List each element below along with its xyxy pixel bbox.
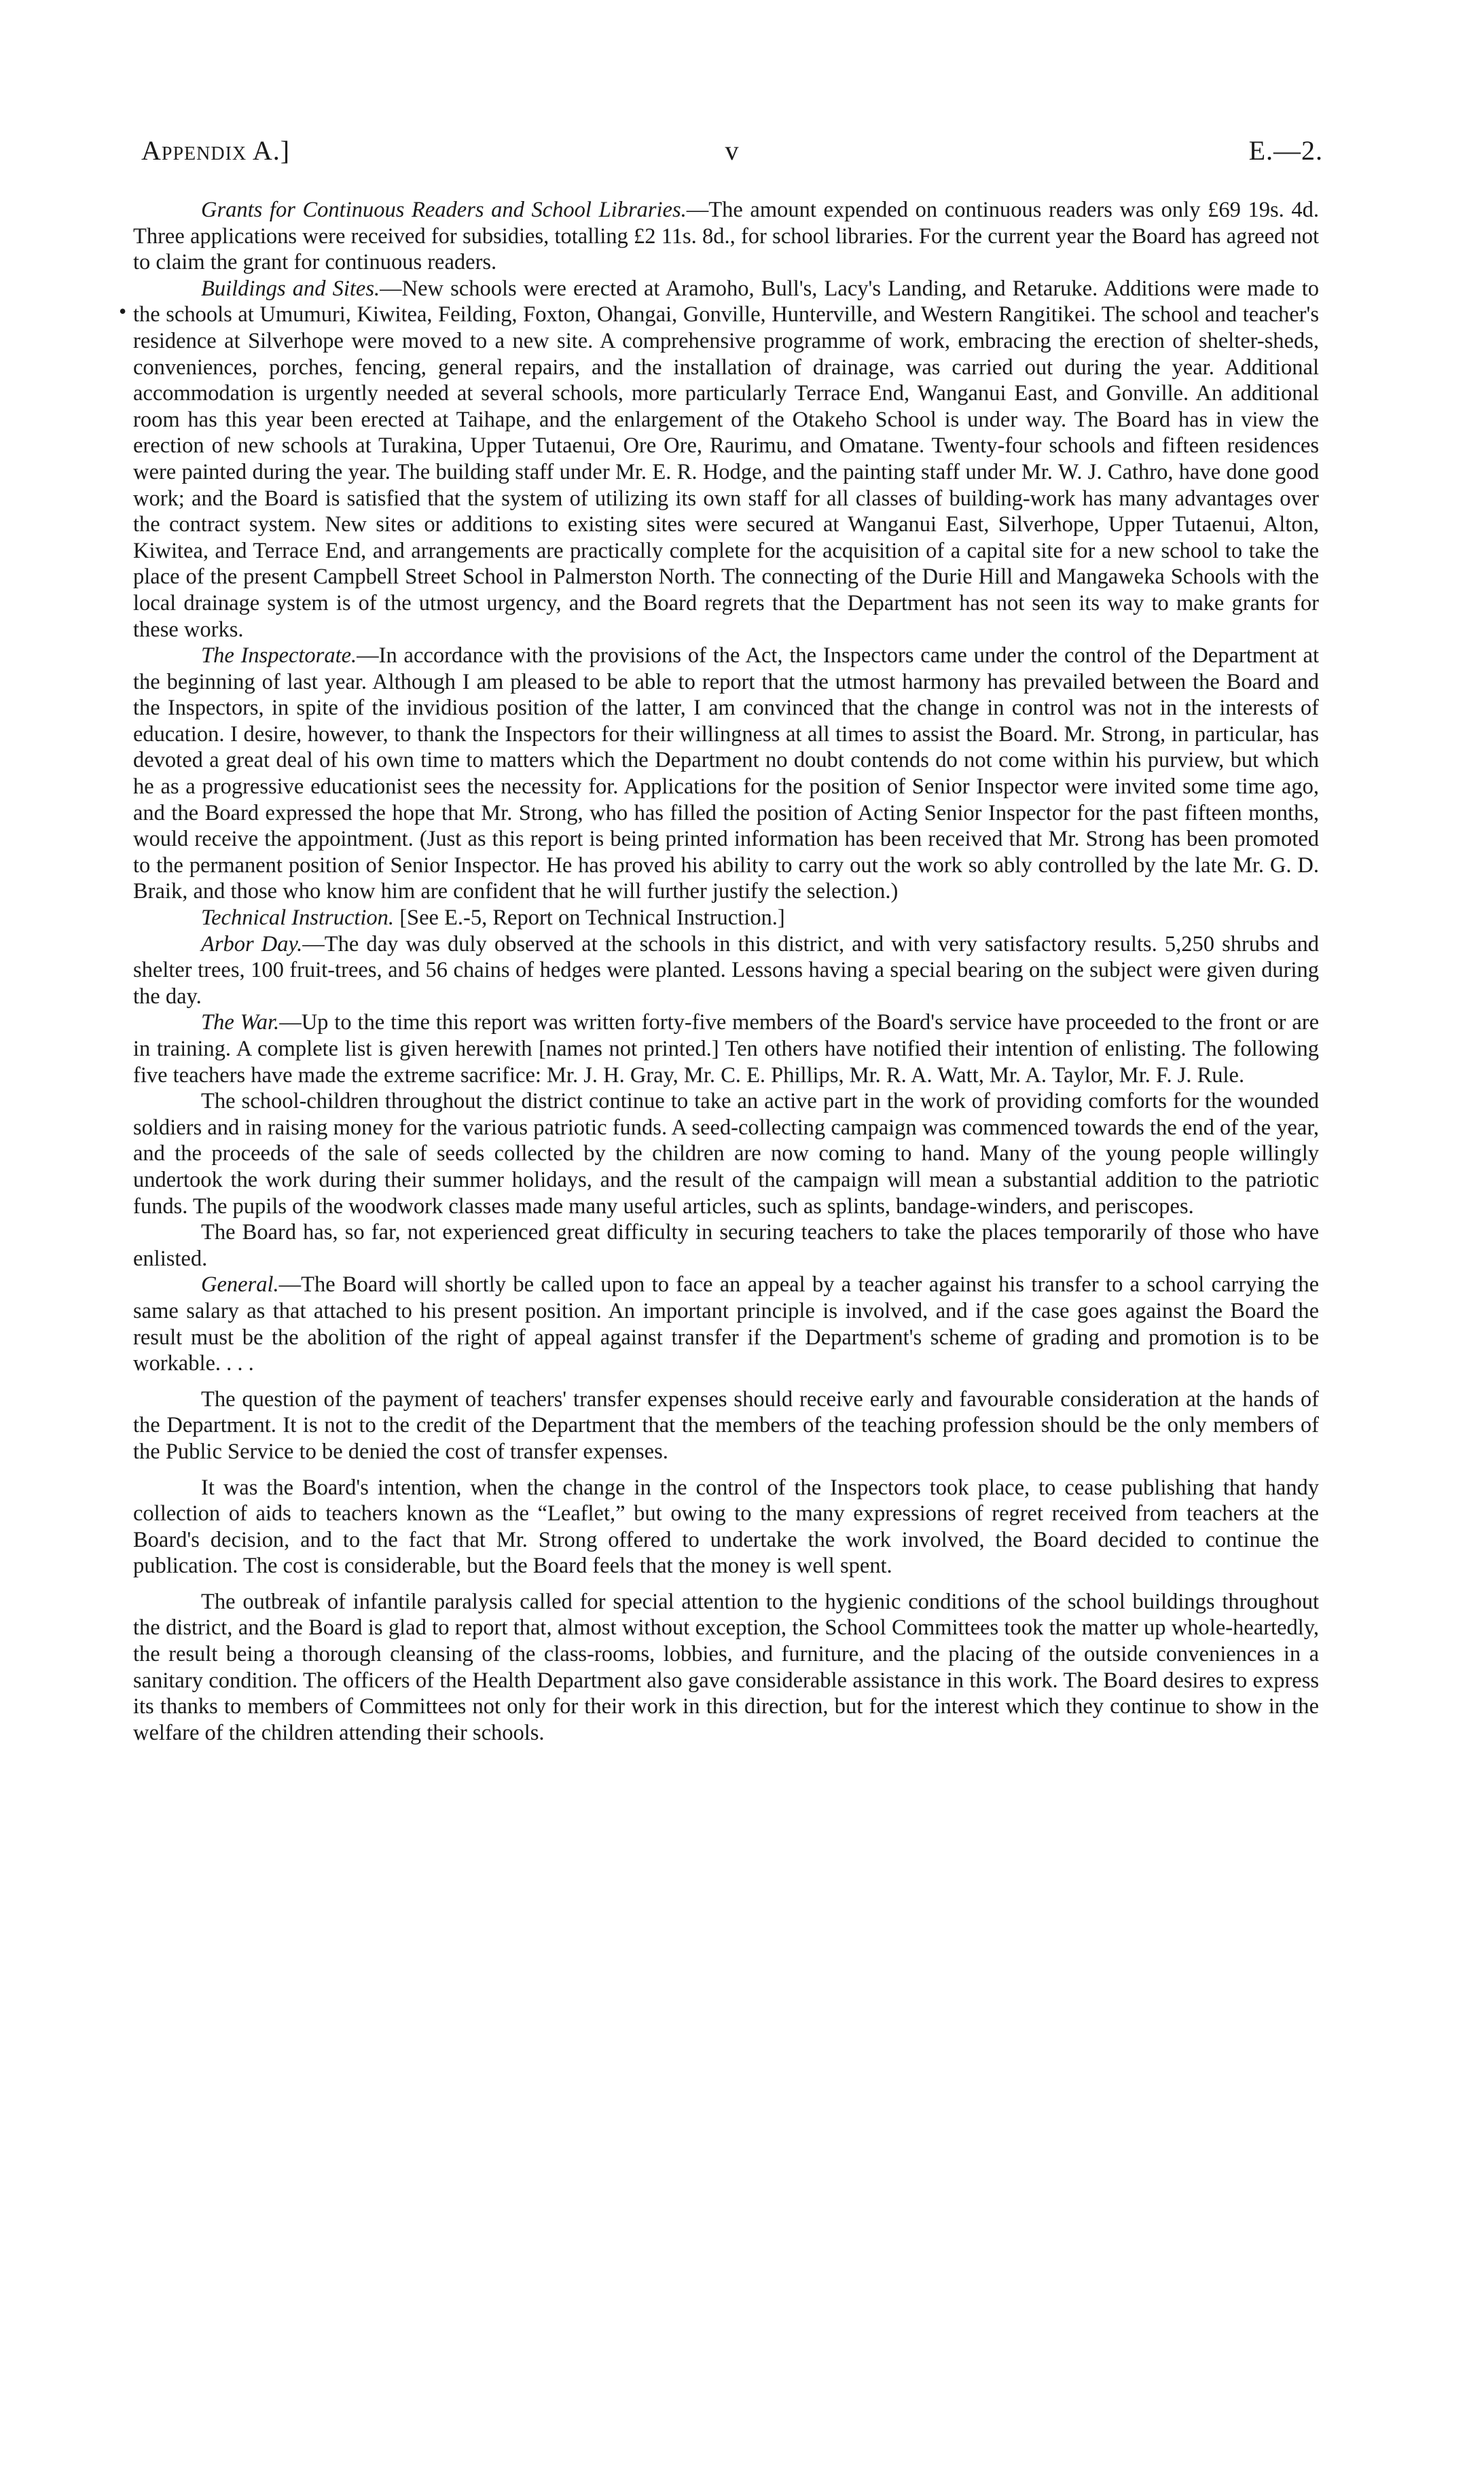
text-technical: [See E.-5, Report on Technical Instruction.] (394, 906, 785, 931)
paragraph-war (133, 1009, 1319, 1088)
paragraph-inspectorate (133, 643, 1319, 905)
heading-general: General. (201, 1272, 279, 1298)
heading-grants: Grants for Continuous Readers and School Libraries. (201, 198, 687, 222)
paragraph-school-children (133, 1088, 1319, 1219)
text-leaflet: It was the Board's intention, when the change in the control of the Inspectors took place, to cease publishing that handy collection of aids to teachers known as the “Leaflet,” but owing to the many expressions of regret received from teachers at the Board's decision, and to the fact that Mr. Strong offered to undertake the work involved, the Board decided to continue the publication. The cost is considerable, but the Board feels that the money is well spent. (133, 1475, 1319, 1579)
body-text (133, 197, 1319, 1746)
heading-war: The War. (201, 1010, 280, 1035)
text-paralysis: The outbreak of infantile paralysis called for special attention to the hygienic conditions of the school buildings throughout the district, and the Board is glad to report that, almost without exception, the School Committees took the matter up whole-heartedly, the result being a thorough cleansing of the class-rooms, lobbies, and furniture, and the placing of the outside conveniences in a sanitary condition. The officers of the Health Department also gave considerable assistance in this work. The Board desires to express its thanks to members of Committees not only for their work in this direction, but for the interest which they continue to show in the welfare of the children attending their schools. (133, 1589, 1319, 1745)
paragraph-general (133, 1272, 1319, 1376)
page-header (141, 135, 1323, 175)
text-arbor-day: —The day was duly observed at the schools in this district, and with very satisfactory results. 5,250 shrubs and shelter trees, 100 fruit-trees, and 56 chains of hedges were planted. Lessons having a special bearing on the subject were given during the day. (133, 931, 1319, 1009)
page-number: v (725, 135, 740, 166)
text-inspectorate: —In accordance with the provisions of the Act, the Inspectors came under the control of the Department at the beginning of last year. Although I am pleased to be able to report that the utmost harmony has prevailed between the Board and the Inspectors, in spite of the invidious position of the latter, I am convinced that the change in control was not in the interests of education. I desire, however, to thank the Inspectors for their willingness at all times to assist the Board. Mr. Strong, in particular, has devoted a great deal of his own time to matters which the Department no doubt contends do not come within his purview, but which he as a progressive educationist sees the necessity for. Applications for the position of Senior Inspector were invited some time ago, and the Board expressed the hope that Mr. Strong, who has filled the position of Acting Senior Inspector for the past fifteen months, would receive the appointment. (Just as this report is being printed information has been received that Mr. Strong has been promoted to the permanent position of Senior Inspector. He has proved his ability to carry out the work so ably controlled by the late Mr. G. D. Braik, and those who know him are confident that he will further justify the selection.) (133, 643, 1320, 904)
paragraph-arbor-day (133, 931, 1319, 1010)
paragraph-transfer-expenses (133, 1386, 1319, 1465)
paragraph-buildings (133, 276, 1319, 643)
heading-buildings: Buildings and Sites. (201, 276, 380, 301)
text-war: —Up to the time this report was written forty-five members of the Board's service have proceeded to the front or are in training. A complete list is given herewith [names not printed.] Ten others have notified their intention of enlisting. The following five teachers have made the extreme sacrifice: Mr. J. H. Gray, Mr. C. E. Phillips, Mr. R. A. Watt, Mr. A. Taylor, Mr. F. J. Rule. (133, 1010, 1319, 1088)
paragraph-leaflet (133, 1475, 1319, 1579)
text-transfer-expenses: The question of the payment of teachers' transfer expenses should receive early and favourable consideration at the hands of the Department. It is not to the credit of the Department that the members of the teaching profession should be the only members of the Public Service to be denied the cost of transfer expenses. (133, 1386, 1319, 1464)
text-board-teachers: The Board has, so far, not experienced great difficulty in securing teachers to take the places temporarily of those who have enlisted. (133, 1220, 1319, 1271)
paragraph-grants (133, 197, 1319, 276)
heading-inspectorate: The Inspectorate. (201, 643, 357, 668)
paragraph-paralysis (133, 1589, 1319, 1747)
margin-mark: • (119, 299, 127, 323)
heading-technical: Technical Instruction. (201, 906, 395, 931)
text-buildings: —New schools were erected at Aramoho, Bull's, Lacy's Landing, and Retaruke. Additions were made to the schools at Umumuri, Kiwitea, Feilding, Foxton, Ohangai, Gonville, Hunterville, and Western Rangitikei. The school and teacher's residence at Silverhope were moved to a new site. A comprehensive programme of work, embracing the erection of shelter-sheds, conveniences, porches, fencing, general repairs, and the installation of drainage, was carried out during the year. Additional accommodation is urgently needed at several schools, more particularly Terrace End, Wanganui East, and Gonville. An additional room has this year been erected at Taihape, and the enlargement of the Otakeho School is under way. The Board has in view the erection of new schools at Turakina, Upper Tutaenui, Ore Ore, Raurimu, and Omatane. Twenty-four schools and fifteen residences were painted during the year. The building staff under Mr. E. R. Hodge, and the painting staff under Mr. W. J. Cathro, have done good work; and the Board is satisfied that the system of utilizing its own staff for all classes of building-work has many advantages over the contract system. New sites or additions to existing sites were secured at Wanganui East, Silverhope, Upper Tutaenui, Alton, Kiwitea, and Terrace End, and arrangements are practically complete for the acquisition of a capital site for a new school to take the place of the present Campbell Street School in Palmerston North. The connecting of the Durie Hill and Mangaweka Schools with the local drainage system is of the utmost urgency, and the Board regrets that the Department has not seen its way to make grants for these works. (133, 276, 1319, 642)
heading-arbor-day: Arbor Day. (201, 931, 303, 956)
text-general: —The Board will shortly be called upon to face an appeal by a teacher against his transfer to a school carrying the same salary as that attached to his present position. An important principle is involved, and if the case goes against the Board the result must be the abolition of the right of appeal against transfer if the Department's scheme of grading and promotion is to be workable. . . . (133, 1272, 1319, 1376)
appendix-label: Appendix A.] (141, 135, 291, 166)
text-grants: —The amount expended on continuous readers was only £69 19s. 4d. Three applications were received for subsidies, totalling £2 11s. 8d., for school libraries. For the current year the Board has agreed not to claim the grant for continuous readers. (133, 198, 1320, 275)
paragraph-technical (133, 905, 1319, 931)
paragraph-board-teachers (133, 1219, 1319, 1272)
text-school-children: The school-children throughout the district continue to take an active part in the work of providing comforts for the wounded soldiers and in raising money for the various patriotic funds. A seed-collecting campaign was commenced towards the end of the year, and the proceeds of the sale of seeds collected by the children are now coming to hand. Many of the young people willingly undertook the work during their summer holidays, and the result of the campaign will mean a substantial addition to the patriotic funds. The pupils of the woodwork classes made many useful articles, such as splints, bandage-winders, and periscopes. (133, 1089, 1319, 1219)
document-reference: E.—2. (1248, 135, 1323, 166)
